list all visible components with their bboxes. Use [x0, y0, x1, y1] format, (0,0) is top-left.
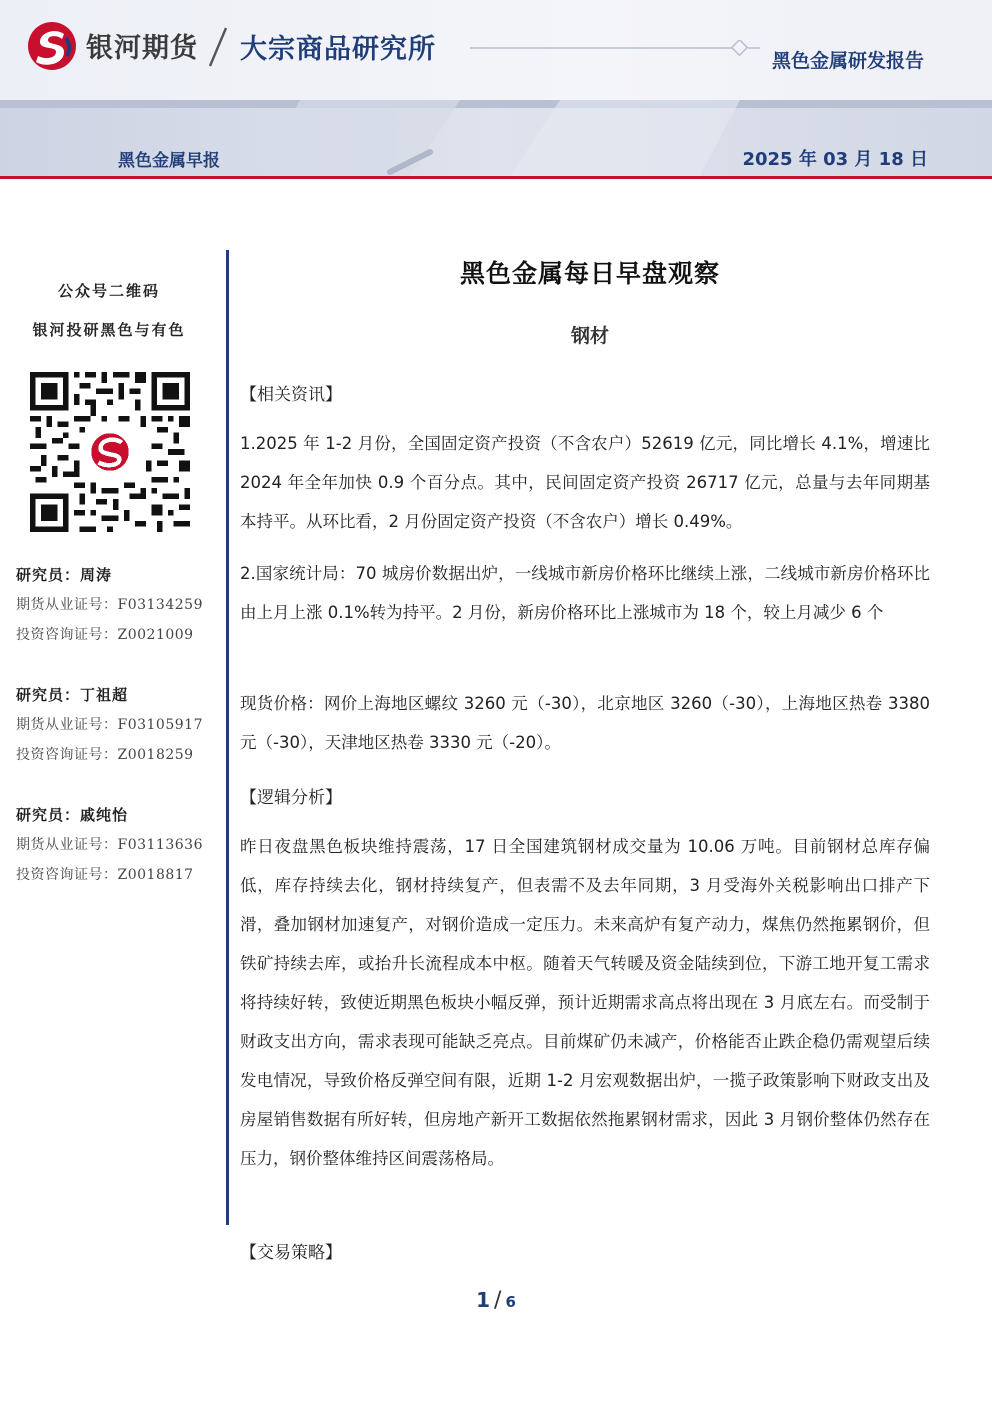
qr-code-icon — [30, 372, 190, 532]
page-total: 6 — [505, 1293, 516, 1311]
report-type-label: 黑色金属研发报告 — [771, 50, 924, 72]
report-subtitle: 钢材 — [570, 325, 609, 347]
page-indicator — [0, 1288, 992, 1313]
analyst-card-3 — [16, 800, 221, 890]
analyst-futures-cert: 期货从业证号：F03105917 — [16, 717, 203, 733]
analyst-consult-cert: 投资咨询证号：Z0018817 — [16, 867, 194, 883]
analyst-futures-cert: 期货从业证号：F03134259 — [16, 597, 203, 613]
analyst-consult-cert: 投资咨询证号：Z0018259 — [16, 747, 194, 763]
logic-analysis-paragraph: 昨日夜盘黑色板块维持震荡，17 日全国建筑钢材成交量为 10.06 万吨。目前钢材总库存偏低，库存持续去化，钢材持续复产，但表需不及去年同期，3 月受海外关税影响出口排产下滑，叠加钢材加速复产，对钢价造成一定压力。未来高炉有复产动力，煤焦仍然拖累钢价，但铁矿持续去库，或抬升长流程成本中枢。随着天气转暖及资金陆续到位，下游工地开复工需求将持续好转，致使近期黑色板块小幅反弹，预计近期需求高点将出现在 3 月底左右。而受制于财政支出方向，需求表现可能缺乏亮点。目前煤矿仍未减产，价格能否止跌企稳仍需观望后续发电情况，导致价格反弹空间有限，近期 1-2 月宏观数据出炉，一揽子政策影响下财政支出及房屋销售数据有所好转，但房地产新开工数据依然拖累钢材需求，因此 3 月钢价整体仍然存在压力，钢价整体维持区间震荡格局。 — [240, 837, 930, 1168]
institute-name: 大宗商品研究所 — [240, 34, 436, 65]
report-title: 黑色金属每日早盘观察 — [459, 259, 720, 288]
brand-name: 银河期货 — [86, 33, 198, 64]
qr-caption-account: 银河投研黑色与有色 — [32, 321, 186, 339]
section-heading-logic: 【逻辑分析】 — [240, 788, 342, 808]
header-decorative-line — [470, 40, 760, 56]
spot-price-paragraph: 现货价格：网价上海地区螺纹 3260 元（-30），北京地区 3260（-30），上海地区热卷 3380 元（-30），天津地区热卷 3330 元（-20）。 — [240, 694, 930, 752]
section-heading-news: 【相关资讯】 — [240, 385, 342, 405]
analyst-consult-cert: 投资咨询证号：Z0021009 — [16, 627, 194, 643]
analyst-card-2 — [16, 680, 221, 770]
news-paragraph-1: 1.2025 年 1-2 月份，全国固定资产投资（不含农户）52619 亿元，同比增长 4.1%，增速比 2024 年全年加快 0.9 个百分点。其中，民间固定资产投资 26717 亿元，总量与去年同期基本持平。从环比看，2 月份固定资产投资（不含农户）增长 0.49%。 — [240, 434, 930, 531]
qr-caption-title: 公众号二维码 — [57, 282, 160, 300]
analyst-name: 研究员：丁祖超 — [16, 686, 129, 704]
header-bar-decoration — [260, 100, 740, 176]
sidebar-divider — [226, 250, 229, 1225]
header-red-rule — [0, 176, 992, 179]
daily-report-label: 黑色金属早报 — [118, 151, 220, 171]
news-paragraph-2: 2.国家统计局：70 城房价数据出炉，一线城市新房价格环比继续上涨，二线城市新房价格环比由上月上涨 0.1%转为持平。2 月份，新房价格环比上涨城市为 18 个，较上月减少 6 个 — [240, 564, 930, 622]
page-separator: / — [494, 1288, 502, 1313]
analyst-name: 研究员：戚纯怡 — [16, 806, 129, 824]
analyst-card-1 — [16, 560, 221, 650]
header-slash-divider — [206, 26, 230, 68]
report-date: 2025 年 03 月 18 日 — [742, 149, 928, 170]
galaxy-futures-logo-icon — [26, 20, 78, 72]
analyst-name: 研究员：周涛 — [16, 566, 113, 584]
section-heading-strategy: 【交易策略】 — [240, 1243, 342, 1263]
analyst-futures-cert: 期货从业证号：F03113636 — [16, 837, 203, 853]
page-current: 1 — [476, 1288, 491, 1312]
